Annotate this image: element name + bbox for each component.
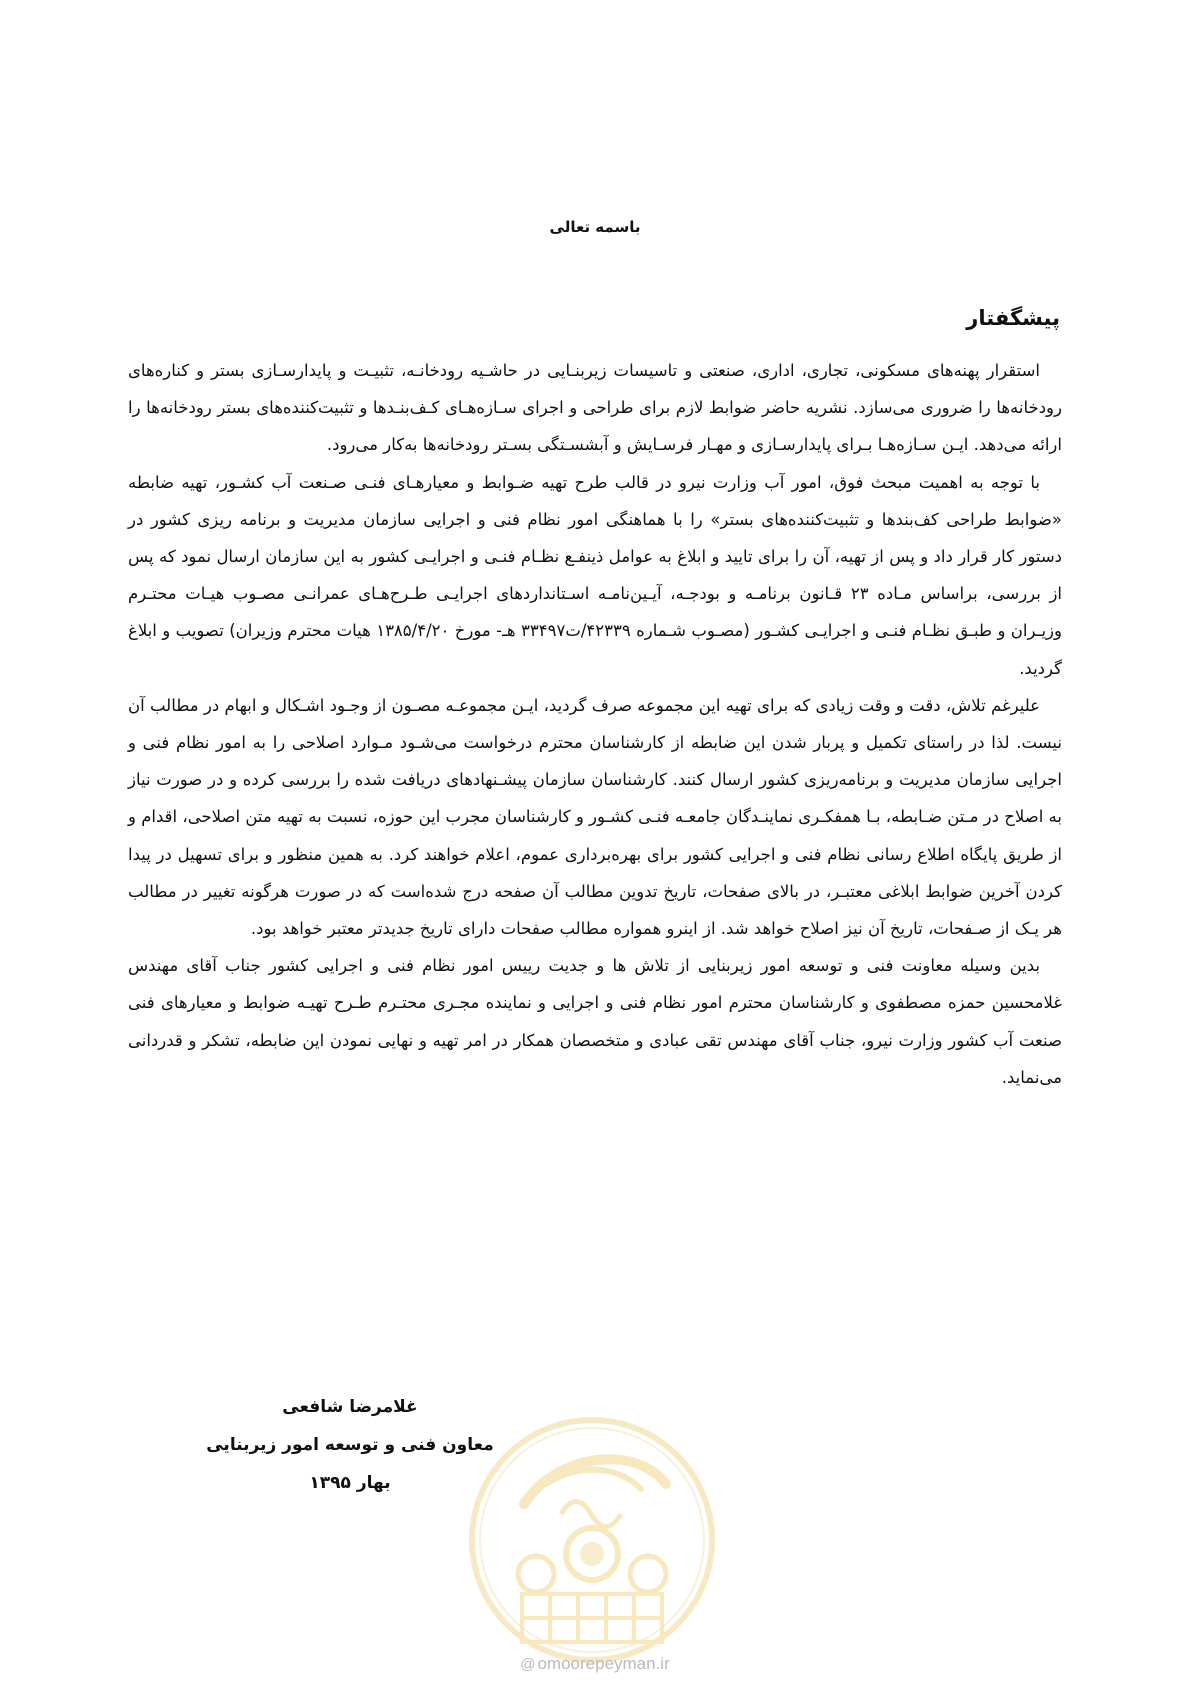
signature-date: بهار ۱۳۹۵ <box>309 1473 391 1493</box>
basmala: باسمه تعالی <box>549 218 641 236</box>
watermark-logo-icon <box>466 1414 718 1666</box>
signature-block <box>200 1388 500 1502</box>
page-title: پیشگفتار <box>966 306 1060 330</box>
watermark-url <box>480 1654 710 1674</box>
foreword-body <box>128 352 1062 1096</box>
paragraph-1: استقرار پهنه‌های مسکونی، تجاری، اداری، صنعتی و تاسیسات زیربنـایی در حاشـیه رودخانـه، تثبیـت و پایدارسـازی بستر و کناره‌های رودخانه‌ها را ضروری می‌سازد. نشریه حاضر ضوابط لازم برای طراحی و اجرای سـازه‌هـای کـف‌بنـدها و تثبیت‌کننده‌های بستر رودخانه‌ها را ارائه می‌دهد. ایـن سـازه‌هـا بـرای پایدارسـازی و مهـار فرسـایش و آبشسـتگی بسـتر رودخانه‌ها به‌کار می‌رود. <box>128 361 1062 455</box>
signer-title: معاون فنی و توسعه امور زیربنایی <box>206 1435 494 1455</box>
paragraph-3: علیرغم تلاش، دقت و وقت زیادی که برای تهیه این مجموعه صرف گردید، ایـن مجموعـه مصـون از وجـود اشـکال و ابهام در مطالب آن نیست. لذا در راستای تکمیل و پربار شدن این ضابطه از کارشناسان محترم درخواست می‌شـود مـوارد اصلاحی را به امور نظام فنی و اجرایی سازمان مدیریت و برنامه‌ریزی کشور ارسال کنند. کارشناسان سازمان پیشـنهادهای دریافت شده را بررسی کرده و در صورت نیاز به اصلاح در مـتن ضـابطه، بـا همفکـری نماینـدگان جامعـه فنـی کشـور و کارشناسان مجرب این حوزه، نسبت به تهیه متن اصلاحی، اقدام و از طریق پایگاه اطلاع رسانی نظام فنی و اجرایی کشور برای بهره‌برداری عموم، اعلام خواهند کرد. به همین منظور و برای تسهیل در پیدا کردن آخرین ضوابط ابلاغی معتبـر، در بالای صفحات، تاریخ تدوین مطالب آن صفحه درج شده‌است که در صورت هرگونه تغییر در مطالب هر یـک از صـفحات، تاریخ آن نیز اصلاح خواهد شد. از اینرو همواره مطالب صفحات دارای تاریخ جدیدتر معتبر خواهد بود. <box>128 695 1062 939</box>
paragraph-4: بدین وسیله معاونت فنی و توسعه امور زیربنایی از تلاش ها و جدیت رییس امور نظام فنی و اجرایی کشور جناب آقای مهندس غلامحسین حمزه مصطفوی و کارشناسان محترم امور نظام فنی و اجرایی و نماینده مجـری محتـرم طـرح تهیـه ضوابط و معیارهای فنی صنعت آب کشور وزارت نیرو، جناب آقای مهندس تقی عبادی و متخصصان همکار در امر تهیه و نهایی نمودن این ضابطه، تشکر و قدردانی می‌نماید. <box>128 956 1062 1087</box>
at-icon: @ <box>520 1656 536 1673</box>
signer-name: غلامرضا شافعی <box>282 1397 418 1417</box>
watermark-url-text: omoorepeyman.ir <box>537 1654 670 1673</box>
paragraph-2: با توجه به اهمیت مبحث فوق، امور آب وزارت نیرو در قالب طرح تهیه ضـوابط و معیارهـای فنـی صـنعت آب کشـور، تهیه ضابطه «ضوابط طراحی کف‌بندها و تثبیت‌کننده‌های بستر» را با هماهنگی امور نظام فنی و اجرایی سازمان مدیریت و برنامه ریزی کشور در دستور کار قرار داد و پس از تهیه، آن را برای تایید و ابلاغ به عوامل ذینفـع نظـام فنـی و اجرایـی کشور به این سازمان ارسال نمود که پس از بررسی، براساس مـاده ۲۳ قـانون برنامـه و بودجـه، آیـین‌نامـه اسـتانداردهای اجرایـی طـرح‌هـای عمرانـی مصـوب هیـات محتـرم وزیـران و طبـق نظـام فنـی و اجرایـی کشـور (مصـوب شـماره ۴۲۳۳۹/ت۳۳۴۹۷ هـ- مورخ ۱۳۸۵/۴/۲۰ هیات محترم وزیران) تصویب و ابلاغ گردید. <box>128 472 1062 678</box>
